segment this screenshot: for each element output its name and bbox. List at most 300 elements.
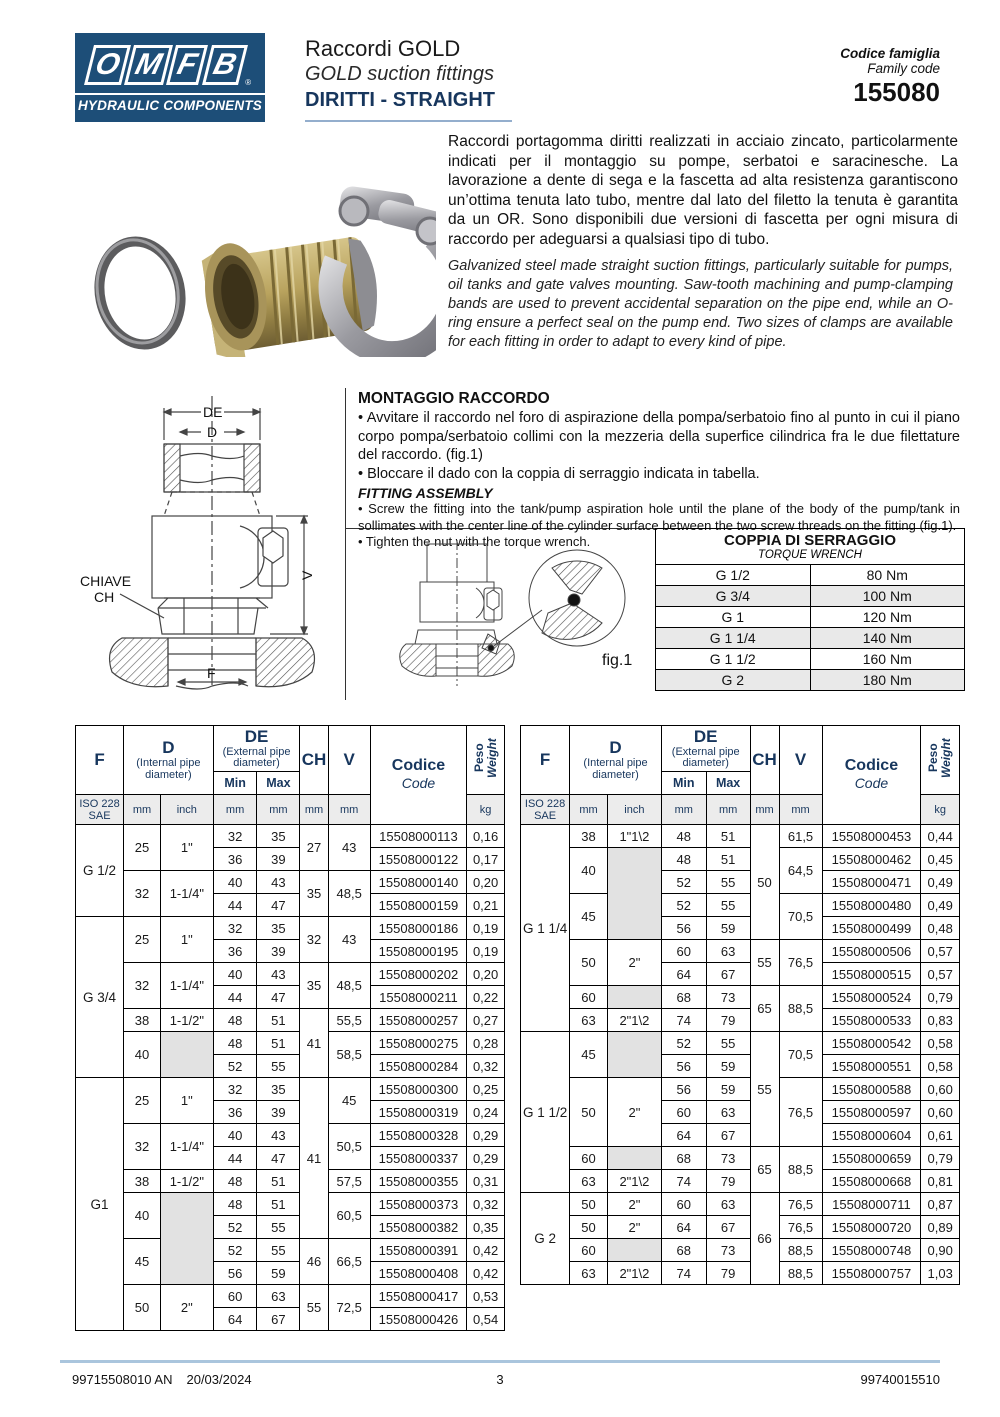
col-header-de: DE (External pipe diameter) bbox=[661, 726, 750, 772]
table-cell: 55 bbox=[706, 894, 750, 917]
table-cell: 44 bbox=[213, 1147, 257, 1170]
table-cell: 15508000355 bbox=[370, 1170, 467, 1193]
table-cell: 41 bbox=[300, 1009, 328, 1078]
table-cell: 76,5 bbox=[779, 1193, 822, 1216]
table-cell: 52 bbox=[213, 1055, 257, 1078]
table-cell: 2" bbox=[607, 1193, 661, 1216]
table-cell: 0,19 bbox=[467, 917, 505, 940]
family-code-value: 155080 bbox=[853, 77, 940, 107]
table-cell: 32 bbox=[213, 917, 257, 940]
table-cell: 0,25 bbox=[467, 1078, 505, 1101]
table-row bbox=[521, 1009, 960, 1032]
table-cell: 0,27 bbox=[467, 1009, 505, 1032]
torque-cell: 100 Nm bbox=[810, 586, 965, 607]
table-cell: 67 bbox=[706, 1216, 750, 1239]
table-cell: 55 bbox=[257, 1055, 300, 1078]
table-cell: 15508000542 bbox=[822, 1032, 921, 1055]
table-cell: 56 bbox=[661, 1055, 706, 1078]
table-cell: 43 bbox=[257, 871, 300, 894]
dim-f-label: F bbox=[207, 665, 216, 681]
table-cell: 2"1\2 bbox=[607, 1262, 661, 1285]
table-row bbox=[76, 963, 505, 986]
col-header-v: V bbox=[779, 726, 822, 795]
col-header-min: Min bbox=[661, 772, 706, 795]
col-header-codice: Codice Code bbox=[822, 726, 921, 825]
thread-size-cell: G 2 bbox=[521, 1193, 570, 1285]
table-cell: 47 bbox=[257, 986, 300, 1009]
table-cell: 51 bbox=[257, 1193, 300, 1216]
table-cell: 55 bbox=[300, 1285, 328, 1331]
table-cell: 40 bbox=[124, 1032, 161, 1078]
fittings-table-left bbox=[75, 725, 505, 1331]
title-underline bbox=[305, 120, 512, 122]
col-header-max: Max bbox=[706, 772, 750, 795]
empty-cell bbox=[160, 1193, 213, 1285]
table-row bbox=[521, 986, 960, 1009]
table-cell: 0,28 bbox=[467, 1032, 505, 1055]
table-cell: 48 bbox=[213, 1170, 257, 1193]
table-cell: 73 bbox=[706, 1147, 750, 1170]
footer-doc-code bbox=[72, 1372, 252, 1387]
table-row bbox=[76, 1239, 505, 1262]
dim-v-label: V bbox=[299, 570, 315, 580]
table-cell: 15508000382 bbox=[370, 1216, 467, 1239]
description-italian: Raccordi portagomma diritti realizzati in acciaio zincato, particolarmente indicati per il montaggio su pompe, serbatoi e saracinesche. La lavorazione a dente di sega e la fascetta ad alta resistenza garantiscono un’ottima tenuta lato tubo, mentre dal lato del filetto la tenuta è garantita da un OR. Sono disponibili due versioni di fascetta per ogni misura di raccordo per adeguarsi a qualsiasi tipo di tubo. bbox=[448, 133, 958, 248]
logo-letter: B bbox=[202, 45, 248, 85]
table-cell: 50 bbox=[570, 1216, 608, 1239]
table-row bbox=[521, 1170, 960, 1193]
table-cell: 15508000186 bbox=[370, 917, 467, 940]
table-cell: 15508000597 bbox=[822, 1101, 921, 1124]
unit-mm: mm bbox=[328, 795, 370, 825]
torque-title: COPPIA DI SERRAGGIO bbox=[724, 532, 896, 549]
table-cell: 88,5 bbox=[779, 1147, 822, 1193]
table-cell: 1" bbox=[160, 917, 213, 963]
table-cell: 15508000257 bbox=[370, 1009, 467, 1032]
table-cell: 0,44 bbox=[921, 825, 960, 848]
table-cell: 0,90 bbox=[921, 1239, 960, 1262]
table-cell: 56 bbox=[661, 1078, 706, 1101]
table-cell: 67 bbox=[257, 1308, 300, 1331]
table-cell: 15508000211 bbox=[370, 986, 467, 1009]
table-cell: 1"1\2 bbox=[607, 825, 661, 848]
table-cell: 2" bbox=[607, 1216, 661, 1239]
table-cell: 72,5 bbox=[328, 1285, 370, 1331]
unit-mm: mm bbox=[750, 795, 779, 825]
table-cell: 0,57 bbox=[921, 940, 960, 963]
table-cell: 64 bbox=[661, 963, 706, 986]
table-cell: 50 bbox=[570, 1078, 608, 1147]
table-row bbox=[76, 825, 505, 848]
table-cell: 74 bbox=[661, 1170, 706, 1193]
table-cell: 66,5 bbox=[328, 1239, 370, 1285]
table-cell: 70,5 bbox=[779, 894, 822, 940]
table-cell: 15508000515 bbox=[822, 963, 921, 986]
table-cell: 73 bbox=[706, 986, 750, 1009]
table-cell: 60 bbox=[661, 940, 706, 963]
assembly-bullet-it-2: • Bloccare il dado con la coppia di serraggio indicata in tabella. bbox=[358, 465, 760, 482]
table-cell: 15508000659 bbox=[822, 1147, 921, 1170]
table-cell: 1-1/4" bbox=[160, 1124, 213, 1170]
table-cell: 32 bbox=[213, 825, 257, 848]
table-cell: 0,49 bbox=[921, 894, 960, 917]
assembly-title-it: MONTAGGIO RACCORDO bbox=[358, 390, 550, 407]
unit-mm: mm bbox=[779, 795, 822, 825]
table-cell: 52 bbox=[213, 1239, 257, 1262]
table-cell: 1-1/2" bbox=[160, 1009, 213, 1032]
table-cell: 79 bbox=[706, 1009, 750, 1032]
table-cell: 48,5 bbox=[328, 871, 370, 917]
table-cell: 0,29 bbox=[467, 1147, 505, 1170]
table-row bbox=[521, 825, 960, 848]
unit-kg: kg bbox=[467, 795, 505, 825]
unit-mm: mm bbox=[661, 795, 706, 825]
table-row bbox=[521, 1147, 960, 1170]
col-header-peso: Peso Weight bbox=[921, 726, 960, 795]
table-cell: 0,49 bbox=[921, 871, 960, 894]
table-cell: 25 bbox=[124, 917, 161, 963]
torque-cell: 160 Nm bbox=[810, 649, 965, 670]
thread-size-cell: G 1 1/2 bbox=[521, 1032, 570, 1193]
table-cell: 0,20 bbox=[467, 871, 505, 894]
table-cell: 60 bbox=[570, 1239, 608, 1262]
table-cell: 50 bbox=[124, 1285, 161, 1331]
table-cell: 0,79 bbox=[921, 986, 960, 1009]
table-cell: 55 bbox=[706, 871, 750, 894]
col-header-de: DE (External pipe diameter) bbox=[213, 726, 300, 772]
table-cell: 2"1\2 bbox=[607, 1170, 661, 1193]
table-cell: 50 bbox=[570, 1193, 608, 1216]
table-cell: 57,5 bbox=[328, 1170, 370, 1193]
title-italian: Raccordi GOLD bbox=[305, 36, 461, 61]
table-cell: 74 bbox=[661, 1009, 706, 1032]
table-cell: 15508000506 bbox=[822, 940, 921, 963]
table-cell: 40 bbox=[570, 848, 608, 894]
empty-cell bbox=[607, 848, 661, 940]
table-row bbox=[76, 1193, 505, 1216]
table-cell: 0,48 bbox=[921, 917, 960, 940]
table-cell: 2" bbox=[607, 1078, 661, 1147]
table-cell: 1-1/4" bbox=[160, 963, 213, 1009]
table-cell: 38 bbox=[124, 1009, 161, 1032]
col-header-max: Max bbox=[257, 772, 300, 795]
assembly-bullet-it-1: • Avvitare il raccordo nel foro di aspirazione della pompa/serbatoio fino al punto in cui il piano corpo pompa/serbatoio collimi con la mezzeria della superfice cilindrica fra le due filettature del raccordo. (fig.1) bbox=[358, 410, 960, 463]
table-cell: 59 bbox=[706, 917, 750, 940]
fig1-label: fig.1 bbox=[602, 652, 633, 669]
table-cell: 15508000499 bbox=[822, 917, 921, 940]
table-cell: 0,60 bbox=[921, 1101, 960, 1124]
chiave-ch-label: CH bbox=[94, 589, 115, 605]
table-cell: 15508000195 bbox=[370, 940, 467, 963]
thread-size-cell: G 3/4 bbox=[76, 917, 124, 1078]
table-cell: 32 bbox=[213, 1078, 257, 1101]
col-header-d: D (Internal pipe diameter) bbox=[570, 726, 662, 795]
table-cell: 45 bbox=[124, 1239, 161, 1285]
table-cell: 47 bbox=[257, 1147, 300, 1170]
table-cell: 63 bbox=[706, 1193, 750, 1216]
table-cell: 67 bbox=[706, 1124, 750, 1147]
table-cell: 38 bbox=[570, 825, 608, 848]
unit-mm: mm bbox=[124, 795, 161, 825]
table-cell: 39 bbox=[257, 940, 300, 963]
unit-inch: inch bbox=[160, 795, 213, 825]
table-cell: 40 bbox=[213, 963, 257, 986]
fig1-drawing bbox=[392, 538, 632, 693]
torque-cell: G 1/2 bbox=[656, 565, 811, 586]
table-cell: 60 bbox=[570, 1147, 608, 1170]
family-code-label-en: Family code bbox=[867, 61, 940, 76]
empty-cell bbox=[607, 1147, 661, 1170]
omfb-logo bbox=[75, 33, 265, 122]
table-cell: 63 bbox=[706, 940, 750, 963]
table-row bbox=[76, 1032, 505, 1055]
col-header-ch: CH bbox=[750, 726, 779, 795]
table-cell: 63 bbox=[257, 1285, 300, 1308]
table-cell: 0,17 bbox=[467, 848, 505, 871]
table-cell: 2" bbox=[607, 940, 661, 986]
table-cell: 1,03 bbox=[921, 1262, 960, 1285]
table-cell: 35 bbox=[257, 917, 300, 940]
torque-table-header bbox=[656, 529, 965, 565]
table-cell: 0,60 bbox=[921, 1078, 960, 1101]
table-cell: 52 bbox=[661, 871, 706, 894]
torque-table bbox=[655, 528, 965, 691]
table-cell: 0,81 bbox=[921, 1170, 960, 1193]
table-cell: 15508000757 bbox=[822, 1262, 921, 1285]
table-row bbox=[521, 1239, 960, 1262]
table-cell: 15508000524 bbox=[822, 986, 921, 1009]
table-cell: 0,89 bbox=[921, 1216, 960, 1239]
table-cell: 55 bbox=[750, 940, 779, 986]
table-cell: 36 bbox=[213, 1101, 257, 1124]
table-cell: 25 bbox=[124, 825, 161, 871]
col-header-codice: Codice Code bbox=[370, 726, 467, 825]
col-header-d: D (Internal pipe diameter) bbox=[124, 726, 214, 795]
table-cell: 0,19 bbox=[467, 940, 505, 963]
table-cell: 40 bbox=[124, 1193, 161, 1239]
table-cell: 0,57 bbox=[921, 963, 960, 986]
table-cell: 0,20 bbox=[467, 963, 505, 986]
table-cell: 46 bbox=[300, 1239, 328, 1285]
footer-right-code: 99740015510 bbox=[860, 1372, 940, 1387]
table-cell: 15508000122 bbox=[370, 848, 467, 871]
table-row bbox=[76, 1009, 505, 1032]
thread-size-cell: G 1/2 bbox=[76, 825, 124, 917]
table-cell: 55 bbox=[257, 1216, 300, 1239]
table-cell: 0,87 bbox=[921, 1193, 960, 1216]
table-cell: 0,61 bbox=[921, 1124, 960, 1147]
table-cell: 48 bbox=[213, 1032, 257, 1055]
registered-mark: ® bbox=[245, 78, 252, 87]
table-cell: 50 bbox=[570, 940, 608, 986]
table-cell: 15508000300 bbox=[370, 1078, 467, 1101]
col-header-min: Min bbox=[213, 772, 257, 795]
table-cell: 36 bbox=[213, 848, 257, 871]
table-cell: 60 bbox=[661, 1101, 706, 1124]
torque-cell: G 1 1/4 bbox=[656, 628, 811, 649]
dim-de-label: DE bbox=[203, 404, 223, 420]
table-cell: 48 bbox=[661, 848, 706, 871]
table-cell: 2"1\2 bbox=[607, 1009, 661, 1032]
torque-cell: G 2 bbox=[656, 670, 811, 691]
table-cell: 50,5 bbox=[328, 1124, 370, 1170]
table-cell: 67 bbox=[706, 963, 750, 986]
torque-cell: G 1 1/2 bbox=[656, 649, 811, 670]
thread-size-cell: G 1 1/4 bbox=[521, 825, 570, 1032]
table-cell: 32 bbox=[124, 871, 161, 917]
table-cell: 0,58 bbox=[921, 1055, 960, 1078]
table-row bbox=[521, 1193, 960, 1216]
table-cell: 15508000373 bbox=[370, 1193, 467, 1216]
table-cell: 63 bbox=[570, 1009, 608, 1032]
table-cell: 35 bbox=[257, 1078, 300, 1101]
table-cell: 15508000551 bbox=[822, 1055, 921, 1078]
table-cell: 60 bbox=[570, 986, 608, 1009]
table-cell: 45 bbox=[570, 1032, 608, 1078]
torque-cell: 80 Nm bbox=[810, 565, 965, 586]
table-cell: 48 bbox=[213, 1193, 257, 1216]
empty-cell bbox=[607, 986, 661, 1009]
table-cell: 35 bbox=[300, 871, 328, 917]
table-cell: 64 bbox=[213, 1308, 257, 1331]
table-cell: 59 bbox=[257, 1262, 300, 1285]
table-cell: 55 bbox=[750, 1032, 779, 1147]
table-cell: 15508000319 bbox=[370, 1101, 467, 1124]
table-row bbox=[76, 1124, 505, 1147]
title-type: DIRITTI - STRAIGHT bbox=[305, 89, 495, 111]
table-cell: 55 bbox=[706, 1032, 750, 1055]
torque-cell: G 3/4 bbox=[656, 586, 811, 607]
unit-mm: mm bbox=[213, 795, 257, 825]
table-cell: 41 bbox=[300, 1078, 328, 1239]
table-cell: 15508000391 bbox=[370, 1239, 467, 1262]
table-cell: 15508000328 bbox=[370, 1124, 467, 1147]
table-cell: 56 bbox=[661, 917, 706, 940]
table-cell: 65 bbox=[750, 986, 779, 1032]
unit-kg: kg bbox=[921, 795, 960, 825]
table-cell: 39 bbox=[257, 1101, 300, 1124]
table-cell: 43 bbox=[328, 917, 370, 963]
table-cell: 52 bbox=[661, 1032, 706, 1055]
table-cell: 50 bbox=[750, 825, 779, 940]
table-cell: 48 bbox=[213, 1009, 257, 1032]
table-cell: 15508000337 bbox=[370, 1147, 467, 1170]
table-cell: 15508000462 bbox=[822, 848, 921, 871]
table-cell: 0,83 bbox=[921, 1009, 960, 1032]
torque-cell: G 1 bbox=[656, 607, 811, 628]
table-row bbox=[521, 1078, 960, 1101]
table-cell: 0,16 bbox=[467, 825, 505, 848]
page-number: 3 bbox=[496, 1372, 504, 1387]
unit-mm: mm bbox=[300, 795, 328, 825]
table-cell: 55,5 bbox=[328, 1009, 370, 1032]
dim-d-label: D bbox=[207, 424, 218, 440]
table-cell: 0,24 bbox=[467, 1101, 505, 1124]
empty-cell bbox=[607, 1032, 661, 1078]
assembly-instructions bbox=[358, 390, 960, 551]
table-row bbox=[521, 1032, 960, 1055]
table-cell: 76,5 bbox=[779, 1216, 822, 1239]
table-row bbox=[521, 894, 960, 917]
table-cell: 15508000480 bbox=[822, 894, 921, 917]
table-cell: 73 bbox=[706, 1239, 750, 1262]
table-cell: 2" bbox=[160, 1285, 213, 1331]
product-photo bbox=[78, 135, 436, 362]
table-cell: 15508000588 bbox=[822, 1078, 921, 1101]
table-cell: 60 bbox=[661, 1193, 706, 1216]
table-cell: 70,5 bbox=[779, 1032, 822, 1078]
table-cell: 15508000113 bbox=[370, 825, 467, 848]
table-cell: 48,5 bbox=[328, 963, 370, 1009]
table-cell: 56 bbox=[213, 1262, 257, 1285]
table-cell: 60,5 bbox=[328, 1193, 370, 1239]
table-cell: 66 bbox=[750, 1193, 779, 1285]
table-cell: 15508000748 bbox=[822, 1239, 921, 1262]
table-cell: 0,22 bbox=[467, 986, 505, 1009]
table-cell: 36 bbox=[213, 940, 257, 963]
table-row bbox=[521, 1216, 960, 1239]
col-header-f: F bbox=[521, 726, 570, 795]
torque-cell: 180 Nm bbox=[810, 670, 965, 691]
table-cell: 40 bbox=[213, 871, 257, 894]
table-cell: 1-1/2" bbox=[160, 1170, 213, 1193]
table-cell: 59 bbox=[706, 1055, 750, 1078]
table-row bbox=[76, 1285, 505, 1308]
omfb-logo-letters bbox=[75, 33, 265, 93]
table-cell: 52 bbox=[661, 894, 706, 917]
table-cell: 51 bbox=[257, 1170, 300, 1193]
table-cell: 88,5 bbox=[779, 1262, 822, 1285]
table-cell: 0,31 bbox=[467, 1170, 505, 1193]
family-code-label-it: Codice famiglia bbox=[840, 46, 940, 61]
table-cell: 60 bbox=[213, 1285, 257, 1308]
table-row bbox=[76, 1078, 505, 1101]
table-cell: 15508000471 bbox=[822, 871, 921, 894]
table-cell: 63 bbox=[570, 1170, 608, 1193]
table-cell: 0,21 bbox=[467, 894, 505, 917]
table-cell: 63 bbox=[570, 1262, 608, 1285]
table-cell: 76,5 bbox=[779, 1078, 822, 1147]
table-row bbox=[76, 1170, 505, 1193]
technical-drawing bbox=[72, 386, 344, 697]
assembly-bullet-en-1: • Screw the fitting into the tank/pump aspiration hole until the plane of the body of the pump/tank in sollimates with the center line of the cylinder surface between the two screw threads on the fitting (fig.1). bbox=[358, 501, 960, 533]
table-cell: 15508000533 bbox=[822, 1009, 921, 1032]
table-cell: 1" bbox=[160, 825, 213, 871]
fittings-table-right bbox=[520, 725, 960, 1285]
table-cell: 1" bbox=[160, 1078, 213, 1124]
table-cell: 44 bbox=[213, 894, 257, 917]
table-cell: 47 bbox=[257, 894, 300, 917]
table-cell: 40 bbox=[213, 1124, 257, 1147]
table-cell: 43 bbox=[257, 1124, 300, 1147]
table-cell: 44 bbox=[213, 986, 257, 1009]
table-cell: 0,32 bbox=[467, 1055, 505, 1078]
table-cell: 64 bbox=[661, 1216, 706, 1239]
torque-subtitle: TORQUE WRENCH bbox=[758, 549, 862, 561]
table-cell: 15508000202 bbox=[370, 963, 467, 986]
table-cell: 15508000417 bbox=[370, 1285, 467, 1308]
unit-inch: inch bbox=[607, 795, 661, 825]
unit-mm: mm bbox=[570, 795, 608, 825]
logo-letter: F bbox=[166, 45, 208, 85]
table-cell: 15508000408 bbox=[370, 1262, 467, 1285]
assembly-title-en: FITTING ASSEMBLY bbox=[358, 485, 493, 501]
table-cell: 63 bbox=[706, 1101, 750, 1124]
table-cell: 15508000140 bbox=[370, 871, 467, 894]
logo-tagline: HYDRAULIC COMPONENTS bbox=[75, 93, 265, 116]
empty-cell bbox=[607, 1239, 661, 1262]
table-cell: 15508000711 bbox=[822, 1193, 921, 1216]
